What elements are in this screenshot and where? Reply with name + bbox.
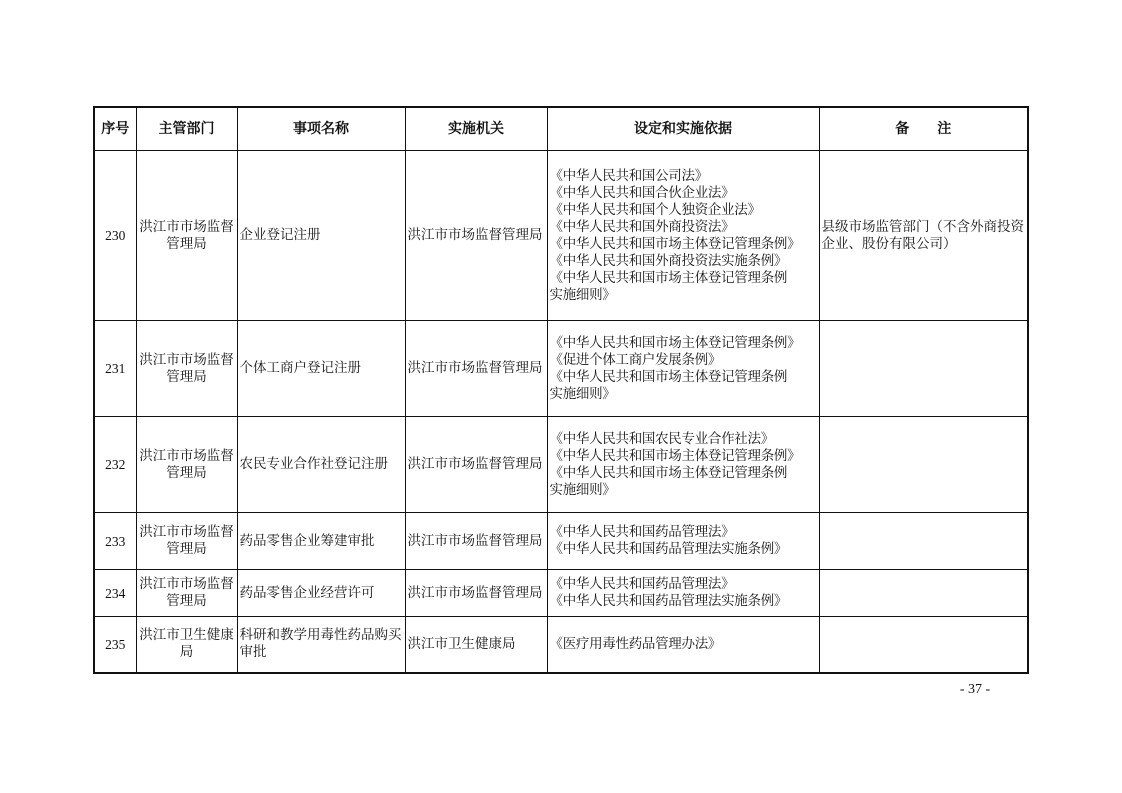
table-header-row: [94, 107, 1028, 151]
row-agency: 洪江市市场监督管理局: [405, 417, 547, 513]
table-row: [94, 513, 1028, 570]
row-note: [819, 570, 1028, 617]
row-department: 洪江市市场监督管理局: [136, 570, 237, 617]
row-item-name: 个体工商户登记注册: [237, 321, 405, 417]
header-note: 备 注: [819, 107, 1028, 151]
header-no: 序号: [94, 107, 136, 151]
basis-line: 《中华人民共和国药品管理法实施条例》: [549, 541, 788, 557]
row-department: 洪江市市场监督管理局: [136, 417, 237, 513]
row-number: 231: [94, 321, 136, 417]
basis-line: 《中华人民共和国合伙企业法》: [549, 184, 735, 201]
basis-line: 《中华人民共和国市场主体登记管理条例: [549, 269, 788, 286]
table-row: [94, 617, 1028, 673]
basis-line: 《中华人民共和国市场主体登记管理条例: [549, 464, 788, 481]
row-department: 洪江市卫生健康局: [136, 617, 237, 673]
row-note: [819, 513, 1028, 570]
row-agency: 洪江市市场监督管理局: [405, 513, 547, 570]
row-item-name: 企业登记注册: [237, 151, 405, 321]
row-item-name: 药品零售企业经营许可: [237, 570, 405, 617]
row-department: 洪江市市场监督管理局: [136, 513, 237, 570]
table-row: [94, 151, 1028, 321]
row-basis: [547, 570, 819, 617]
basis-line: 《中华人民共和国市场主体登记管理条例: [549, 368, 788, 385]
basis-line: 《中华人民共和国药品管理法实施条例》: [549, 593, 788, 609]
row-note: [819, 417, 1028, 513]
row-number: 230: [94, 151, 136, 321]
basis-line: 《促进个体工商户发展条例》: [549, 351, 722, 368]
row-number: 232: [94, 417, 136, 513]
basis-line: 实施细则》: [549, 481, 616, 498]
row-note: 县级市场监管部门（不含外商投资企业、股份有限公司）: [819, 151, 1028, 321]
basis-line: 实施细则》: [549, 286, 616, 303]
row-note: [819, 617, 1028, 673]
basis-line: 《中华人民共和国农民专业合作社法》: [549, 430, 774, 447]
basis-line: 《中华人民共和国药品管理法》: [549, 524, 735, 540]
table-row: [94, 570, 1028, 617]
table-row: [94, 321, 1028, 417]
page-number: - 37 -: [959, 682, 991, 697]
row-item-name: 科研和教学用毒性药品购买审批: [237, 617, 405, 673]
row-number: 235: [94, 617, 136, 673]
header-basis: 设定和实施依据: [547, 107, 819, 151]
row-agency: 洪江市市场监督管理局: [405, 151, 547, 321]
row-note: [819, 321, 1028, 417]
items-table: [93, 106, 1029, 674]
row-basis: [547, 321, 819, 417]
row-basis: [547, 151, 819, 321]
row-item-name: 药品零售企业筹建审批: [237, 513, 405, 570]
basis-line: 《中华人民共和国外商投资法》: [549, 218, 735, 235]
header-agency: 实施机关: [405, 107, 547, 151]
header-item: 事项名称: [237, 107, 405, 151]
row-basis: [547, 513, 819, 570]
row-item-name: 农民专业合作社登记注册: [237, 417, 405, 513]
row-number: 233: [94, 513, 136, 570]
basis-line: 《中华人民共和国市场主体登记管理条例》: [549, 334, 801, 351]
row-department: 洪江市市场监督管理局: [136, 321, 237, 417]
basis-line: 《中华人民共和国市场主体登记管理条例》: [549, 447, 801, 464]
table-row: [94, 417, 1028, 513]
basis-line: 《中华人民共和国个人独资企业法》: [549, 201, 761, 218]
basis-line: 《中华人民共和国外商投资法实施条例》: [549, 252, 788, 269]
row-basis: [547, 617, 819, 673]
row-agency: 洪江市市场监督管理局: [405, 321, 547, 417]
row-department: 洪江市市场监督管理局: [136, 151, 237, 321]
basis-line: 《医疗用毒性药品管理办法》: [549, 635, 722, 652]
row-agency: 洪江市卫生健康局: [405, 617, 547, 673]
basis-line: 实施细则》: [549, 385, 616, 402]
header-dept: 主管部门: [136, 107, 237, 151]
basis-line: 《中华人民共和国市场主体登记管理条例》: [549, 235, 801, 252]
row-number: 234: [94, 570, 136, 617]
row-agency: 洪江市市场监督管理局: [405, 570, 547, 617]
basis-line: 《中华人民共和国公司法》: [549, 167, 708, 184]
row-basis: [547, 417, 819, 513]
basis-line: 《中华人民共和国药品管理法》: [549, 576, 735, 592]
table-body: [94, 151, 1028, 673]
